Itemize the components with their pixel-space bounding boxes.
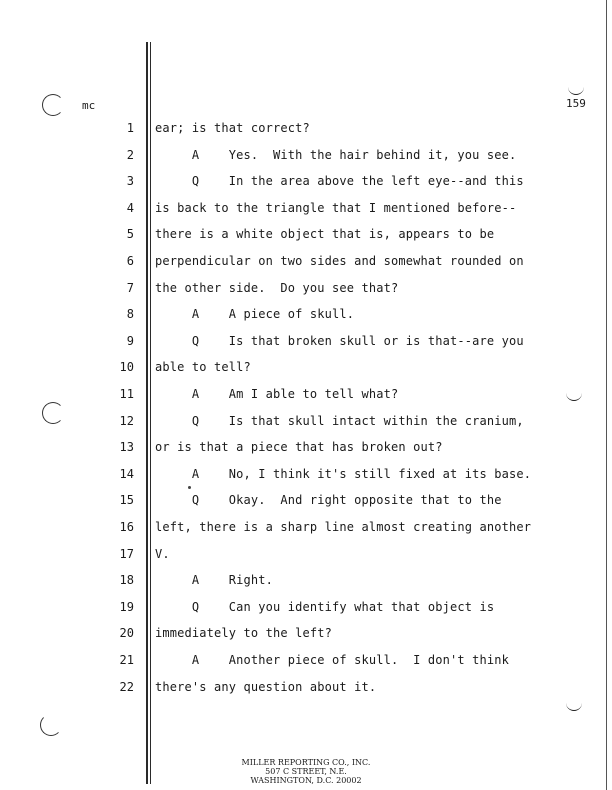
transcript-line [0, 387, 612, 405]
line-number: 9 [126, 333, 134, 348]
transcript-line [0, 121, 612, 139]
transcript-line [0, 680, 612, 698]
transcript-line [0, 334, 612, 352]
line-text: or is that a piece that has broken out? [155, 440, 443, 455]
line-number: 16 [119, 520, 134, 534]
line-number: 12 [119, 413, 134, 428]
reporter-initials: mc [82, 99, 96, 112]
line-text: perpendicular on two sides and somewhat rounded on [155, 254, 524, 268]
transcript-line [0, 254, 612, 272]
line-text: Q Is that skull intact within the cranium, [155, 413, 524, 428]
line-number: 22 [119, 679, 134, 694]
line-text: Q Can you identify what that object is [155, 599, 495, 614]
line-number: 5 [126, 227, 134, 242]
line-text: there is a white object that is, appears to be [155, 227, 495, 242]
line-text: Q In the area above the left eye--and this [155, 174, 524, 189]
line-number: 17 [119, 546, 134, 561]
transcript-line [0, 360, 612, 378]
line-number: 18 [119, 573, 134, 588]
line-text: left, there is a sharp line almost creating another [155, 520, 532, 534]
line-number: 4 [126, 200, 134, 215]
scan-speck [188, 486, 191, 489]
binding-mark-icon [566, 702, 582, 711]
punch-hole-icon [40, 714, 62, 736]
footer-street: 507 C STREET, N.E. [265, 767, 347, 776]
line-text: Q Okay. And right opposite that to the [155, 493, 502, 508]
line-number: 13 [119, 440, 134, 455]
transcript-line [0, 600, 612, 618]
line-text: is back to the triangle that I mentioned before-- [155, 200, 517, 215]
line-number: 10 [119, 360, 134, 375]
line-number: 14 [119, 466, 134, 481]
line-number: 8 [126, 307, 134, 322]
page-number: 159 [566, 97, 586, 110]
line-number: 21 [119, 653, 134, 667]
transcript-line [0, 547, 612, 565]
transcript-line [0, 467, 612, 485]
line-text: A A piece of skull. [155, 307, 355, 322]
line-number: 7 [126, 280, 134, 295]
line-number: 6 [126, 254, 134, 268]
transcript-line [0, 281, 612, 299]
line-text: ear; is that correct? [155, 121, 310, 135]
line-text: the other side. Do you see that? [155, 280, 399, 295]
transcript-line [0, 227, 612, 245]
transcript-line [0, 493, 612, 511]
line-text: A Yes. With the hair behind it, you see. [155, 147, 517, 162]
line-number: 15 [119, 493, 134, 508]
line-text: immediately to the left? [155, 626, 332, 641]
line-text: A Another piece of skull. I don't think [155, 653, 509, 667]
line-number: 19 [119, 599, 134, 614]
transcript-line [0, 201, 612, 219]
line-number: 1 [126, 121, 134, 135]
transcript-line [0, 148, 612, 166]
binding-mark-icon [568, 86, 584, 95]
line-text: A Am I able to tell what? [155, 387, 399, 401]
punch-hole-icon [42, 94, 64, 116]
transcript-line [0, 520, 612, 538]
line-text: Q Is that broken skull or is that--are you [155, 333, 524, 348]
transcript-line [0, 307, 612, 325]
line-text: V. [155, 546, 170, 561]
transcript-line [0, 653, 612, 671]
footer-city: WASHINGTON, D.C. 20002 [250, 776, 362, 785]
line-number: 2 [126, 147, 134, 162]
transcript-line [0, 174, 612, 192]
transcript-line [0, 440, 612, 458]
transcript-line [0, 414, 612, 432]
line-number: 11 [119, 387, 134, 401]
transcript-line [0, 573, 612, 591]
line-number: 3 [126, 174, 134, 189]
line-text: A Right. [155, 573, 273, 588]
line-text: able to tell? [155, 360, 251, 375]
transcript-line [0, 626, 612, 644]
line-text: A No, I think it's still fixed at its base. [155, 466, 532, 481]
footer-company: MILLER REPORTING CO., INC. [241, 758, 371, 767]
line-text: there's any question about it. [155, 679, 377, 694]
line-number: 20 [119, 626, 134, 641]
